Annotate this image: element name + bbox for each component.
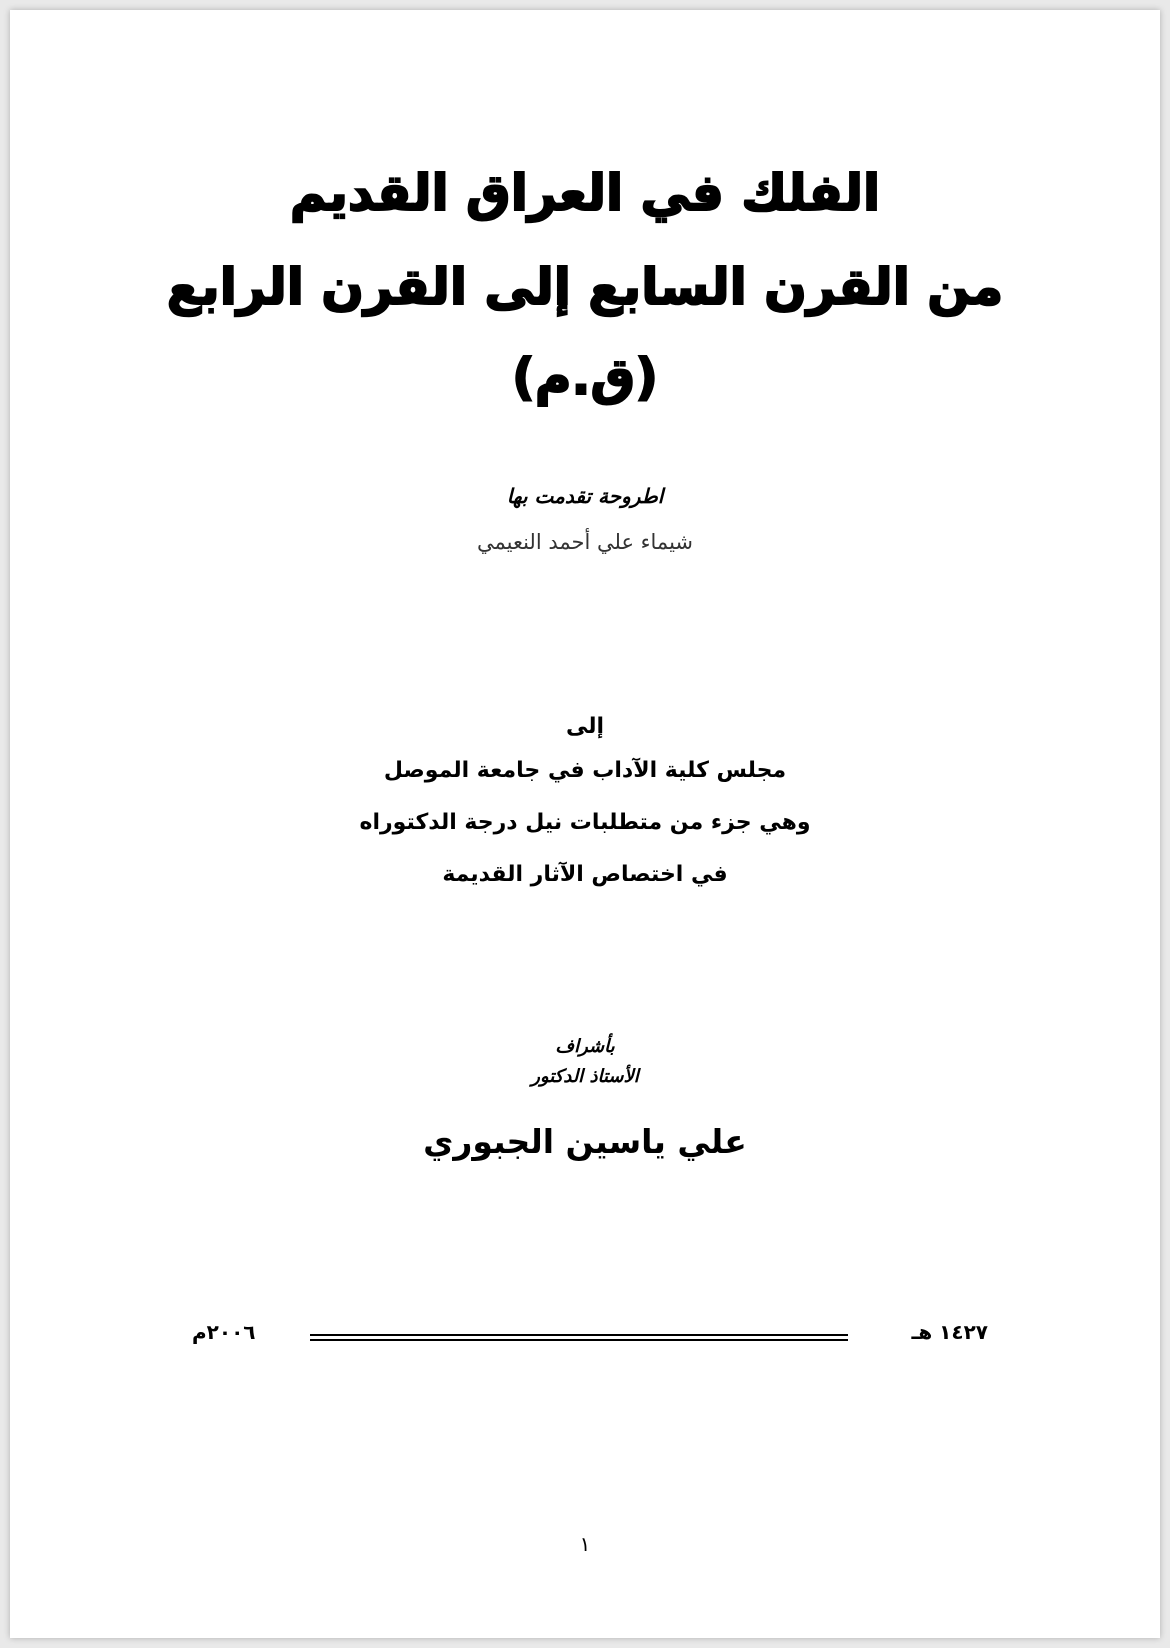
title-line-3: (ق.م) — [511, 348, 659, 406]
title-line-1: الفلك في العراق القديم — [289, 164, 881, 222]
document-page — [10, 10, 1160, 1638]
double-divider — [310, 1334, 848, 1341]
addressee-council: مجلس كلية الآداب في جامعة الموصل — [383, 758, 787, 783]
degree-requirement: وهي جزء من متطلبات نيل درجة الدكتوراه — [359, 810, 811, 835]
hijri-date: ١٤٢٧ هـ — [911, 1320, 988, 1344]
submission-intro: اطروحة تقدمت بها — [506, 484, 664, 508]
supervisor-name: علي ياسين الجبوري — [423, 1122, 747, 1161]
author-name: شيماء علي أحمد النعيمي — [476, 530, 694, 554]
addressee-to: إلى — [565, 714, 605, 739]
gregorian-date: ٢٠٠٦م — [192, 1320, 256, 1344]
title-line-2: من القرن السابع إلى القرن الرابع — [166, 258, 1004, 316]
page-number: ١ — [579, 1532, 591, 1556]
specialization: في اختصاص الآثار القديمة — [442, 862, 728, 887]
supervision-label: بأشراف — [555, 1036, 615, 1057]
supervisor-title: الأستاذ الدكتور — [531, 1066, 639, 1087]
